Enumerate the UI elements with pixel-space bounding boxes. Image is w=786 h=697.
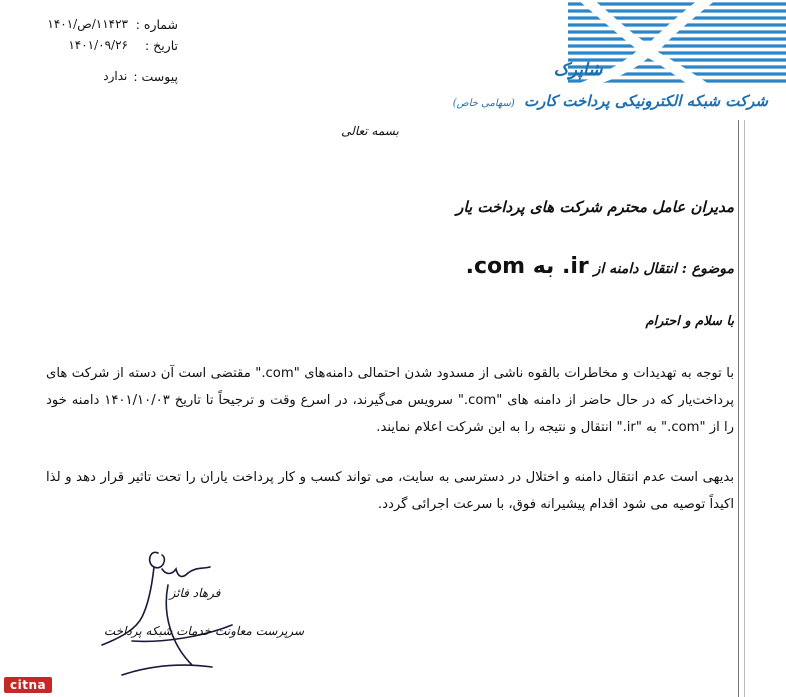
logo-brand-name: شاپرک: [553, 60, 603, 80]
company-name-text: شرکت شبکه الکترونیکی پرداخت کارت: [524, 92, 768, 110]
signature-scribble: [92, 545, 312, 695]
body-paragraph-2: بدیهی است عدم انتقال دامنه و اختلال در دسترسی به سایت، می تواند کسب و کار پرداخت یاران را تحت تاثیر قرار دهد و لذا اکیداً توصیه می شود اقدام پیشیرانه فوق، با سرعت اجرائی گردد.: [46, 470, 734, 512]
bismillah: بسمه تعالی: [341, 124, 399, 138]
margin-rule: [738, 120, 739, 697]
letter-date-label: تاریخ :: [144, 38, 178, 53]
letter-attachment-row: [28, 66, 178, 87]
company-name: [452, 92, 768, 110]
letter-date-row: [28, 35, 178, 56]
citna-watermark: citna: [4, 677, 52, 693]
letter-number-label: شماره :: [135, 17, 178, 32]
letter-recipients: مدیران عامل محترم شرکت های پرداخت یار: [456, 198, 734, 216]
body-paragraph-1: با توجه به تهدیدات و مخاطرات بالقوه ناشی از مسدود شدن احتمالی دامنه‌های "com." مقتضی است آن دسته از شرکت های پرداخت‌یار که در حال حاضر از دامنه های "com." سرویس می‌گیرند، در اسرع وقت و ترجیحاً تا تاریخ ۱۴۰۱/۱۰/۰۳ دامنه خود را از "com." به "ir." انتقال و نتیجه را به این شرکت اعلام نمایند.: [46, 366, 734, 435]
margin-rule-secondary: [744, 120, 745, 697]
signatory-name: فرهاد فائز: [169, 586, 221, 600]
handwritten-signature: [92, 545, 312, 695]
company-type: (سهامی خاص): [452, 98, 515, 109]
greeting: با سلام و احترام: [645, 314, 734, 329]
letter-number-value: ۱۱۴۲۳/ص/۱۴۰۱: [47, 17, 128, 31]
letter-attachment-value: ندارد: [103, 69, 128, 83]
letter-attachment-label: پیوست :: [133, 69, 178, 84]
letter-meta: [28, 14, 178, 87]
subject-label: موضوع : انتقال دامنه از: [588, 261, 734, 277]
letter-subject: [174, 254, 734, 279]
letter-date-value: ۱۴۰۱/۰۹/۲۶: [68, 38, 128, 52]
subject-domains: ir. به com.: [465, 254, 589, 279]
letter-number-row: [28, 14, 178, 35]
signatory-title: سرپرست معاونت خدمات شبکه پرداخت: [103, 624, 305, 638]
